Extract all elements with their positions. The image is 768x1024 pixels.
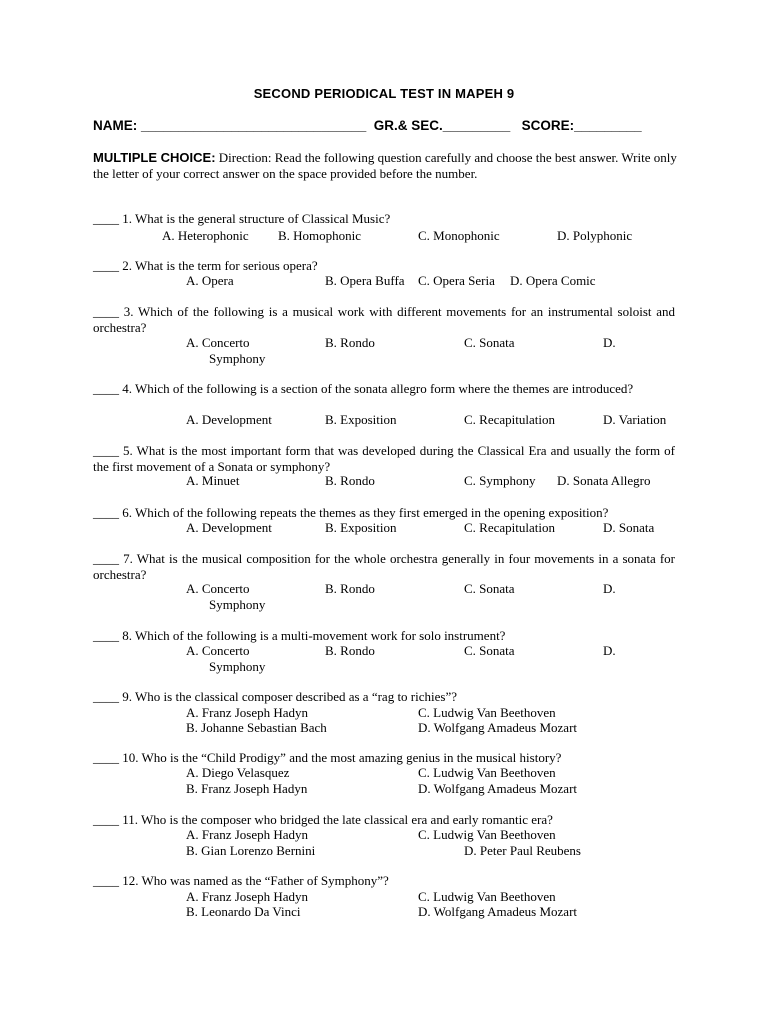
option-a: A. Concerto	[186, 643, 250, 658]
question-stem: ____ 11. Who is the composer who bridged the late classical era and early romantic era?	[93, 812, 553, 827]
question-stem: ____ 12. Who was named as the “Father of Symphony”?	[93, 873, 389, 888]
option-c: C. Recapitulation	[464, 412, 555, 427]
option-b: B. Rondo	[325, 643, 375, 658]
option-a: A. Franz Joseph Hadyn	[186, 889, 309, 904]
question-stem: ____ 4. Which of the following is a section of the sonata allegro form where the themes are introduced?	[93, 381, 634, 396]
question-stem: ____ 3. Which of the following is a musical work with different movements for an instrumental soloist and orchestra?	[93, 304, 675, 335]
option-a: A. Franz Joseph Hadyn	[186, 705, 309, 720]
student-info-line: NAME: ______________________________ GR.& SEC._________ SCORE:_________	[93, 118, 642, 133]
question-stem: ____ 2. What is the term for serious opera?	[93, 258, 318, 273]
option-b: B. Gian Lorenzo Bernini	[186, 843, 316, 858]
directions	[93, 150, 678, 182]
option-c: C. Ludwig Van Beethoven	[418, 889, 556, 904]
option-a: A. Diego Velasquez	[186, 765, 290, 780]
question-10	[93, 750, 675, 766]
option-c: C. Opera Seria	[418, 273, 495, 288]
option-a: A. Minuet	[186, 473, 240, 488]
option-b: B. Leonardo Da Vinci	[186, 904, 301, 919]
option-d: D. Wolfgang Amadeus Mozart	[418, 720, 578, 735]
option-c: C. Sonata	[464, 643, 515, 658]
option-d: D.	[603, 643, 616, 658]
question-3	[93, 304, 675, 336]
question-stem: ____ 6. Which of the following repeats the themes as they first emerged in the opening exposition?	[93, 505, 609, 520]
test-title: SECOND PERIODICAL TEST IN MAPEH 9	[253, 86, 515, 101]
option-c: C. Monophonic	[418, 228, 500, 243]
question-stem: ____ 7. What is the musical composition for the whole orchestra generally in four movements in a sonata for orchestra?	[93, 551, 675, 582]
question-8	[93, 628, 675, 644]
option-d: D. Wolfgang Amadeus Mozart	[418, 904, 578, 919]
option-a: A. Franz Joseph Hadyn	[186, 827, 309, 842]
question-stem: ____ 5. What is the most important form that was developed during the Classical Era and usually the form of the first movement of a Sonata or symphony?	[93, 443, 675, 474]
question-1	[93, 211, 675, 227]
option-c: C. Recapitulation	[464, 520, 555, 535]
question-stem: ____ 8. Which of the following is a multi-movement work for solo instrument?	[93, 628, 506, 643]
option-c: C. Ludwig Van Beethoven	[418, 705, 556, 720]
option-b: B. Opera Buffa	[325, 273, 405, 288]
question-stem: ____ 10. Who is the “Child Prodigy” and the most amazing genius in the musical history?	[93, 750, 562, 765]
question-2	[93, 258, 675, 274]
option-d-text: Symphony	[209, 351, 266, 366]
question-stem: ____ 1. What is the general structure of Classical Music?	[93, 211, 391, 226]
option-a: A. Heterophonic	[162, 228, 249, 243]
option-a: A. Concerto	[186, 581, 250, 596]
question-5	[93, 443, 675, 475]
option-b: B. Exposition	[325, 520, 397, 535]
option-b: B. Johanne Sebastian Bach	[186, 720, 327, 735]
option-a: A. Opera	[186, 273, 234, 288]
option-b: B. Franz Joseph Hadyn	[186, 781, 308, 796]
option-c: C. Sonata	[464, 335, 515, 350]
option-d: D.	[603, 335, 616, 350]
option-c: C. Ludwig Van Beethoven	[418, 765, 556, 780]
option-c: C. Symphony	[464, 473, 536, 488]
option-d: D. Peter Paul Reubens	[464, 843, 581, 858]
directions-text: Direction: Read the following question carefully and choose the best answer. Write only the letter of your correct answer on the space provided before the number.	[93, 150, 677, 181]
option-d: D.	[603, 581, 616, 596]
option-a: A. Concerto	[186, 335, 250, 350]
option-c: C. Sonata	[464, 581, 515, 596]
option-b: B. Exposition	[325, 412, 397, 427]
option-b: B. Homophonic	[278, 228, 362, 243]
option-d: D. Wolfgang Amadeus Mozart	[418, 781, 578, 796]
option-d: D. Sonata	[603, 520, 655, 535]
question-9	[93, 689, 675, 705]
question-4	[93, 381, 675, 397]
option-d-text: Symphony	[209, 597, 266, 612]
question-stem: ____ 9. Who is the classical composer described as a “rag to richies”?	[93, 689, 457, 704]
option-a: A. Development	[186, 412, 272, 427]
option-d: D. Polyphonic	[557, 228, 633, 243]
question-6	[93, 505, 675, 521]
option-d-text: Symphony	[209, 659, 266, 674]
question-7	[93, 551, 675, 583]
option-b: B. Rondo	[325, 335, 375, 350]
option-b: B. Rondo	[325, 581, 375, 596]
option-d: D. Opera Comic	[510, 273, 596, 288]
option-c: C. Ludwig Van Beethoven	[418, 827, 556, 842]
option-d: D. Sonata Allegro	[557, 473, 651, 488]
option-a: A. Development	[186, 520, 272, 535]
directions-label: MULTIPLE CHOICE:	[93, 150, 216, 165]
option-d: D. Variation	[603, 412, 667, 427]
question-12	[93, 873, 675, 889]
question-11	[93, 812, 675, 828]
option-b: B. Rondo	[325, 473, 375, 488]
